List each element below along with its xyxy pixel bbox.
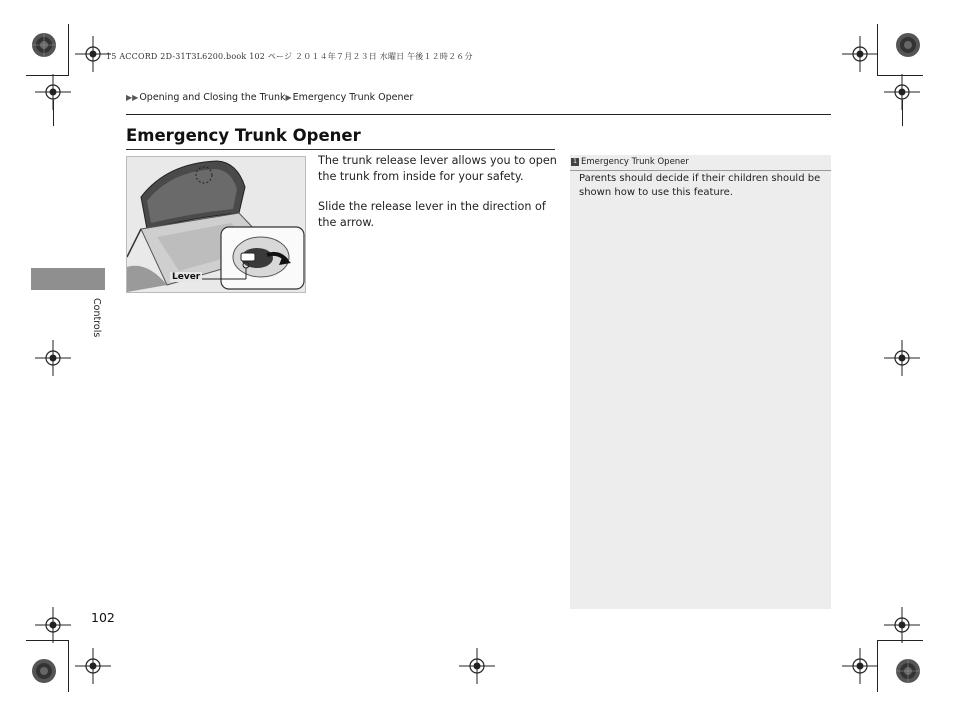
registration-mark-icon [35, 340, 71, 376]
color-target-icon [31, 658, 57, 684]
note-reference-icon: 1 [571, 158, 579, 166]
registration-mark-icon [842, 648, 878, 684]
color-target-icon [31, 32, 57, 58]
color-target-icon [895, 32, 921, 58]
breadcrumb [126, 92, 413, 103]
note-title [571, 157, 689, 167]
note-box [570, 155, 831, 609]
section-tab [31, 268, 105, 290]
print-header-meta: 15 ACCORD 2D-31T3L6200.book 102 ページ ２０１４年７月２３日 水曜日 午後１２時２６分 [106, 52, 473, 61]
header-divider [126, 114, 831, 115]
page-title: Emergency Trunk Opener [126, 126, 361, 145]
registration-mark-icon [884, 340, 920, 376]
body-paragraph: Slide the release lever in the direction of the arrow. [318, 200, 546, 229]
color-target-icon [895, 658, 921, 684]
registration-mark-icon [459, 648, 495, 684]
page-number: 102 [91, 610, 115, 625]
body-paragraph: The trunk release lever allows you to open the trunk from inside for your safety. [318, 154, 557, 183]
breadcrumb-item-opening-closing-trunk[interactable]: Opening and Closing the Trunk [139, 92, 286, 103]
registration-mark-icon [35, 74, 71, 110]
title-divider [126, 149, 555, 150]
registration-mark-icon [884, 607, 920, 643]
registration-mark-icon [842, 36, 878, 72]
registration-mark-icon [75, 648, 111, 684]
section-label: Controls [91, 298, 102, 338]
registration-mark-icon [35, 607, 71, 643]
breadcrumb-item-emergency-trunk-opener[interactable]: Emergency Trunk Opener [292, 92, 414, 103]
breadcrumb-arrow-icon: ▶▶ [126, 93, 139, 102]
lever-callout-label: Lever [172, 272, 201, 282]
registration-mark-icon [884, 74, 920, 110]
trunk-lever-illustration [126, 156, 306, 293]
note-title-text: Emergency Trunk Opener [581, 157, 689, 167]
breadcrumb-arrow-icon: ▶ [285, 93, 292, 102]
note-text: Parents should decide if their children should be shown how to use this feature. [579, 173, 821, 198]
